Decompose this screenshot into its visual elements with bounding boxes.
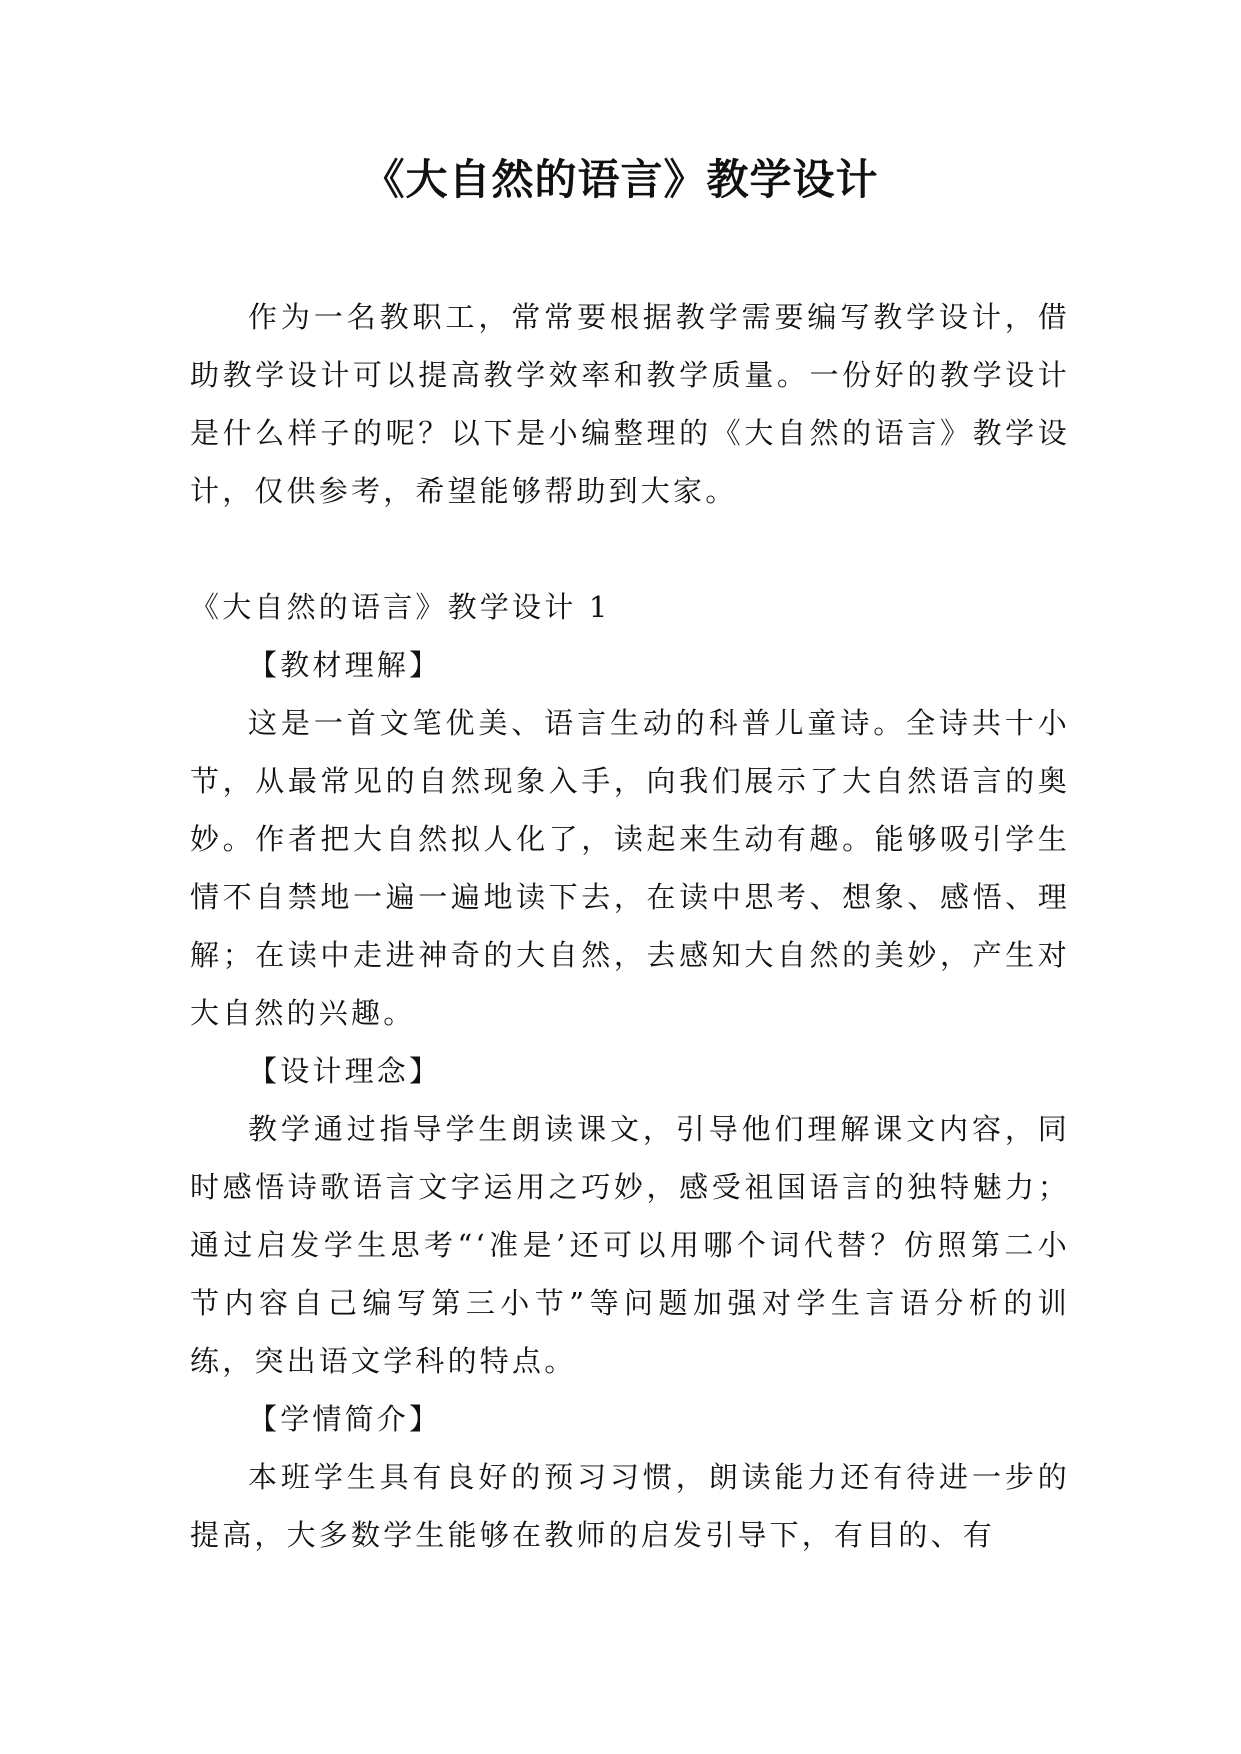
- heading-design-concept: 【设计理念】: [248, 1054, 442, 1088]
- paragraph-design-concept: 教学通过指导学生朗读课文，引导他们理解课文内容，同时感悟诗歌语言文字运用之巧妙，感受祖国语言的独特魅力；通过启发学生思考“‘准是’还可以用哪个词代替？仿照第二小节内容自己编写第三小节”等问题加强对学生言语分析的训练，突出语文学科的特点。: [190, 1112, 1070, 1378]
- section-title: 《大自然的语言》教学设计 1: [190, 590, 611, 624]
- paragraph-textbook-understanding: 这是一首文笔优美、语言生动的科普儿童诗。全诗共十小节，从最常见的自然现象入手，向我们展示了大自然语言的奥妙。作者把大自然拟人化了，读起来生动有趣。能够吸引学生情不自禁地一遍一遍地读下去，在读中思考、想象、感悟、理解；在读中走进神奇的大自然，去感知大自然的美妙，产生对大自然的兴趣。: [190, 706, 1070, 1030]
- document-title: 《大自然的语言》教学设计: [362, 155, 879, 204]
- heading-textbook-understanding: 【教材理解】: [248, 648, 442, 682]
- intro-paragraph: 作为一名教职工，常常要根据教学需要编写教学设计，借助教学设计可以提高教学效率和教学质量。一份好的教学设计是什么样子的呢？以下是小编整理的《大自然的语言》教学设计，仅供参考，希望能够帮助到大家。: [190, 300, 1070, 508]
- document-body: [190, 288, 1070, 1564]
- heading-student-profile: 【学情简介】: [248, 1402, 442, 1436]
- paragraph-student-profile: 本班学生具有良好的预习习惯，朗读能力还有待进一步的提高，大多数学生能够在教师的启发引导下，有目的、有: [190, 1460, 1070, 1552]
